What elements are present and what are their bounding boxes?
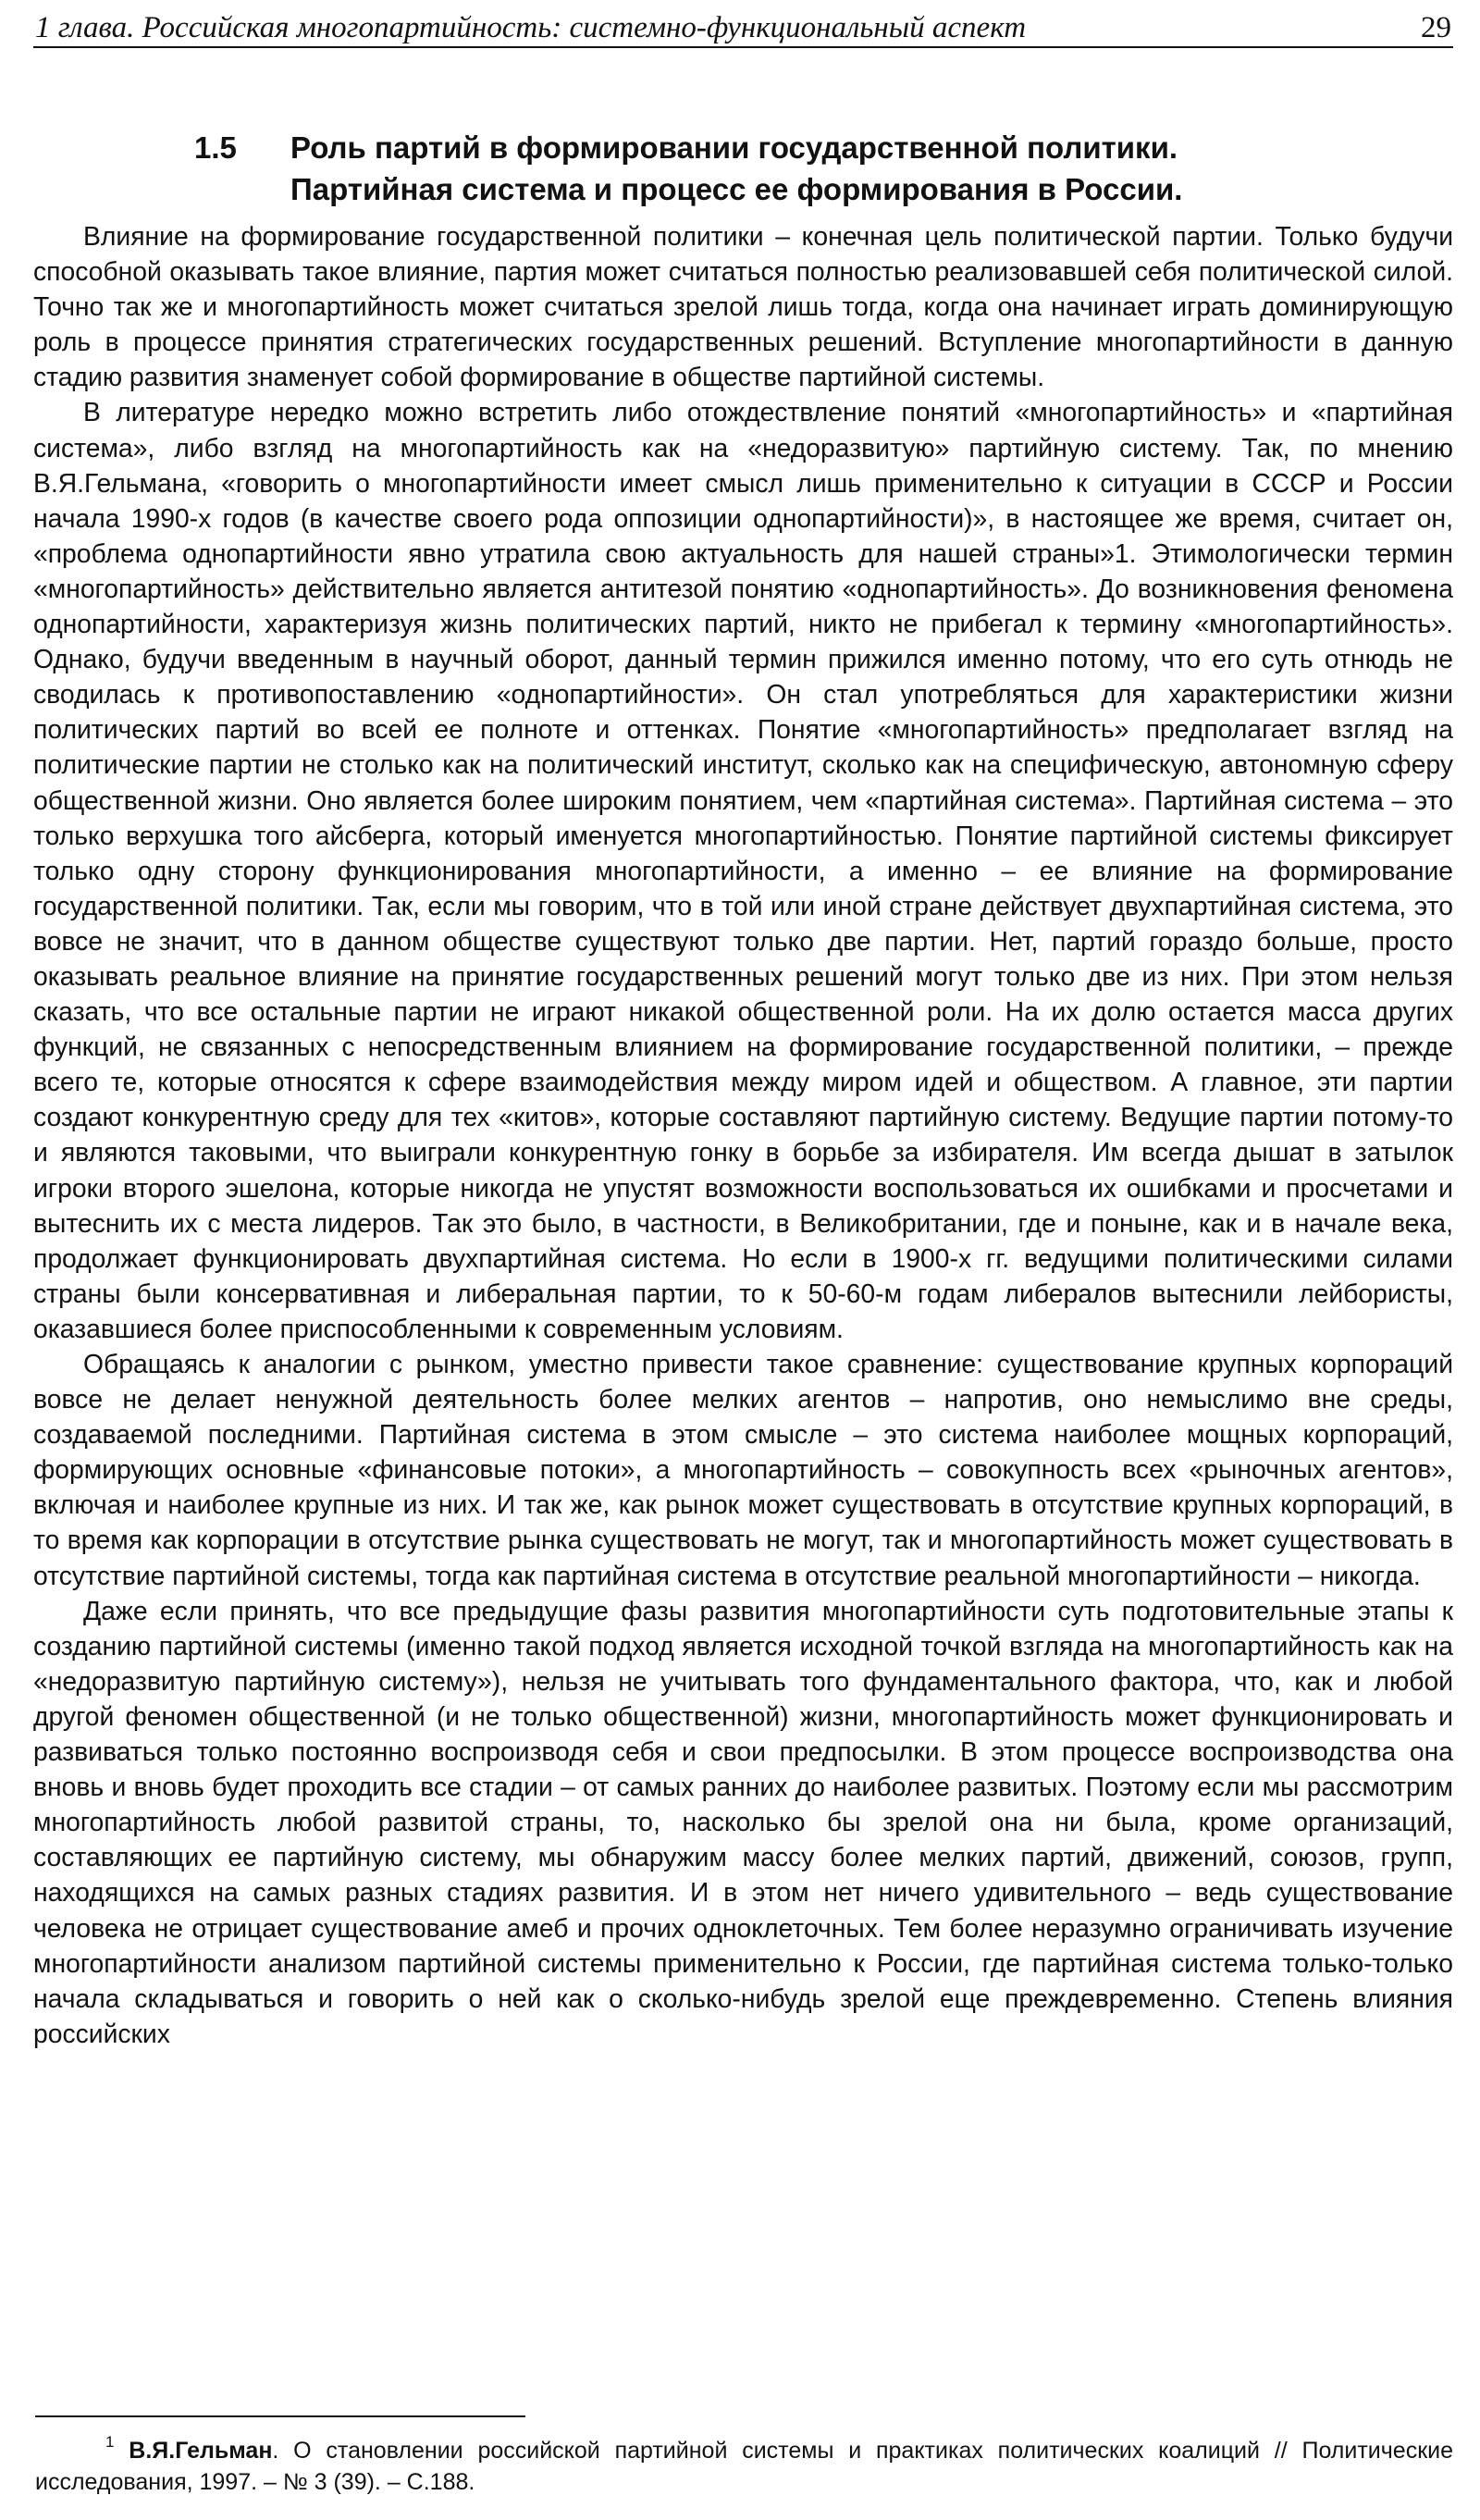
section-title-line-2: Партийная система и процесс ее формирования в России. <box>290 172 1183 206</box>
footnote-text: . О становлении российской партийной системы и практиках политических коалиций // Политические исследования, 1997. – № 3 (39). – С.188. <box>35 2438 1453 2495</box>
section-heading <box>33 127 1453 210</box>
footnote <box>35 2435 1453 2498</box>
paragraph: В литературе нередко можно встретить либо отождествление понятий «многопартийность» и «партийная система», либо взгляд на многопартийность как на «недоразвитую» партийную систему. Так, по мнению В.Я.Гельмана, «говорить о многопартийности имеет смысл лишь применительно к ситуации в СССР и России начала 1990-х годов (в качестве своего рода оппозиции однопартийности)», в настоящее же время, считает он, «проблема однопартийности явно утратила свою актуальность для нашей страны»1. Этимологически термин «многопартийность» действительно является антитезой понятию «однопартийность». До возникновения феномена однопартийности, характеризуя жизнь политических партий, никто не прибегал к термину «многопартийность». Однако, будучи введенным в научный оборот, данный термин прижился именно потому, что его суть отнюдь не сводилась к противопоставлению «однопартийности». Он стал употребляться для характеристики жизни политических партий во всей ее полноте и оттенках. Понятие «многопартийность» предполагает взгляд на политические партии не столько как на политический институт, сколько как на специфическую, автономную сферу общественной жизни. Оно является более широким понятием, чем «партийная система». Партийная система – это только верхушка того айсберга, который именуется многопартийностью. Понятие партийной системы фиксирует только одну сторону функционирования многопартийности, а именно – ее влияние на формирование государственной политики. Так, если мы говорим, что в той или иной стране действует двухпартийная система, это вовсе не значит, что в данном обществе существуют только две партии. Нет, партий гораздо больше, просто оказывать реальное влияние на принятие государственных решений могут только две из них. При этом нельзя сказать, что все остальные партии не играют никакой общественной роли. На их долю остается масса других функций, не связанных с непосредственным влиянием на формирование государственной политики, – прежде всего те, которые относятся к сфере взаимодействия между миром идей и обществом. А главное, эти партии создают конкурентную среду для тех «китов», которые составляют партийную систему. Ведущие партии потому-то и являются таковыми, что выиграли конкурентную гонку в борьбе за избирателя. Им всегда дышат в затылок игроки второго эшелона, которые никогда не упустят возможности воспользоваться их ошибками и просчетами и вытеснить их с места лидеров. Так это было, в частности, в Великобритании, где и поныне, как и в начале века, продолжает функционировать двухпартийная система. Но если в 1900-х гг. ведущими политическими силами страны были консервативная и либеральная партии, то к 50-60-м годам либералов вытеснили лейбористы, оказавшиеся более приспособленными к современным условиям. <box>33 397 1453 1343</box>
footnote-author: В.Я.Гельман <box>129 2438 273 2464</box>
section-number: 1.5 <box>194 130 237 165</box>
page-number: 29 <box>1421 11 1451 44</box>
document-page <box>33 9 1453 2507</box>
paragraph: Обращаясь к аналогии с рынком, уместно привести такое сравнение: существование крупных корпораций вовсе не делает ненужной деятельность более мелких агентов – напротив, оно немыслимо вне среды, создаваемой последними. Партийная система в этом смысле – это система наиболее мощных корпораций, формирующих основные «финансовые потоки», а многопартийность – совокупность всех «рыночных агентов», включая и наиболее крупные из них. И так же, как рынок может существовать в отсутствие крупных корпораций, в то время как корпорации в отсутствие рынка существовать не могут, так и многопартийность может существовать в отсутствие партийной системы, тогда как партийная система в отсутствие реальной многопартийности – никогда. <box>33 1349 1453 1590</box>
paragraph: Даже если принять, что все предыдущие фазы развития многопартийности суть подготовительные этапы к созданию партийной системы (именно такой подход является исходной точкой взгляда на многопартийность как на «недоразвитую партийную систему»), нельзя не учитывать того фундаментального фактора, что, как и любой другой феномен общественной (и не только общественной) жизни, многопартийность может функционировать и развиваться только постоянно воспроизводя себя и свои предпосылки. В этом процессе воспроизводства она вновь и вновь будет проходить все стадии – от самых ранних до наиболее развитых. Поэтому если мы рассмотрим многопартийность любой развитой страны, то, насколько бы зрелой она ни была, кроме организаций, составляющих ее партийную систему, мы обнаружим массу более мелких партий, движений, союзов, групп, находящихся на самых разных стадиях развития. И в этом нет ничего удивительного – ведь существование человека не отрицает существование амеб и прочих одноклеточных. Тем более неразумно ограничивать изучение многопартийности анализом партийной системы применительно к России, где партийная система только-только начала складываться и говорить о ней как о сколько-нибудь зрелой еще преждевременно. Степень влияния российских <box>33 1595 1453 2048</box>
section-title <box>290 127 1400 210</box>
chapter-title: 1 глава. Российская многопартийность: системно-функциональный аспект <box>35 11 1027 44</box>
footnote-marker: 1 <box>105 2433 115 2451</box>
section-title-line-1: Роль партий в формировании государственной политики. <box>290 130 1178 165</box>
footnote-separator <box>35 2415 525 2417</box>
body-text <box>33 218 1453 2051</box>
running-head <box>33 9 1453 48</box>
paragraph: Влияние на формирование государственной политики – конечная цель политической партии. Только будучи способной оказывать такое влияние, партия может считаться полностью реализовавшей себя политической силой. Точно так же и многопартийность может считаться зрелой лишь тогда, когда она начинает играть доминирующую роль в процессе принятия стратегических государственных решений. Вступление многопартийности в данную стадию развития знаменует собой формирование в обществе партийной системы. <box>33 221 1453 392</box>
